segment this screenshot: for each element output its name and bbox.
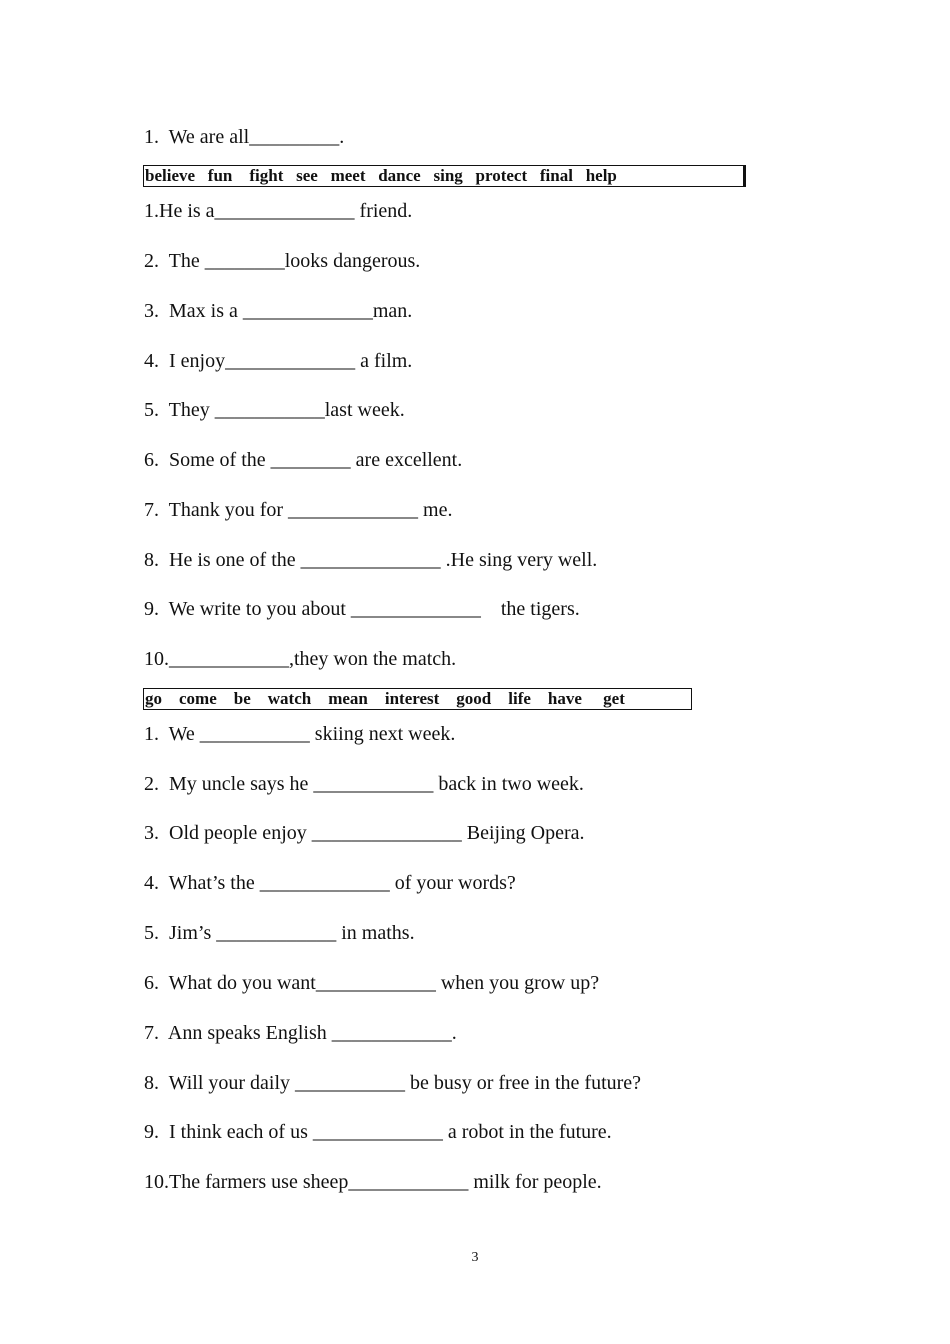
section2-item-3: 3. Old people enjoy _______________ Beijing Opera. bbox=[144, 822, 585, 844]
section1-item-4: 4. I enjoy_____________ a film. bbox=[144, 350, 413, 372]
section1-item-1: 1.He is a______________ friend. bbox=[144, 200, 413, 222]
section2-item-10: 10.The farmers use sheep____________ milk for people. bbox=[144, 1171, 602, 1193]
section2-item-9: 9. I think each of us _____________ a robot in the future. bbox=[144, 1121, 612, 1143]
section1-item-10: 10.____________,they won the match. bbox=[144, 648, 457, 670]
section2-item-6: 6. What do you want____________ when you grow up? bbox=[144, 972, 600, 994]
section1-item-8: 8. He is one of the ______________ .He sing very well. bbox=[144, 549, 598, 571]
word-bank-1: believe fun fight see meet dance sing protect final help bbox=[143, 165, 746, 187]
intro-sentence: 1. We are all_________. bbox=[144, 126, 345, 148]
section1-item-2: 2. The ________looks dangerous. bbox=[144, 250, 421, 272]
page-number: 3 bbox=[471, 1250, 479, 1265]
section2-item-8: 8. Will your daily ___________ be busy or free in the future? bbox=[144, 1072, 642, 1094]
word-bank-2: go come be watch mean interest good life have get bbox=[143, 688, 692, 710]
section1-item-3: 3. Max is a _____________man. bbox=[144, 300, 413, 322]
section2-item-1: 1. We ___________ skiing next week. bbox=[144, 723, 456, 745]
section1-item-9: 9. We write to you about _____________ the tigers. bbox=[144, 598, 580, 620]
section2-item-2: 2. My uncle says he ____________ back in two week. bbox=[144, 773, 584, 795]
section2-item-4: 4. What’s the _____________ of your words? bbox=[144, 872, 516, 894]
section2-item-5: 5. Jim’s ____________ in maths. bbox=[144, 922, 415, 944]
section1-item-5: 5. They ___________last week. bbox=[144, 399, 405, 421]
section1-item-7: 7. Thank you for _____________ me. bbox=[144, 499, 453, 521]
section1-item-6: 6. Some of the ________ are excellent. bbox=[144, 449, 463, 471]
section2-item-7: 7. Ann speaks English ____________. bbox=[144, 1022, 457, 1044]
